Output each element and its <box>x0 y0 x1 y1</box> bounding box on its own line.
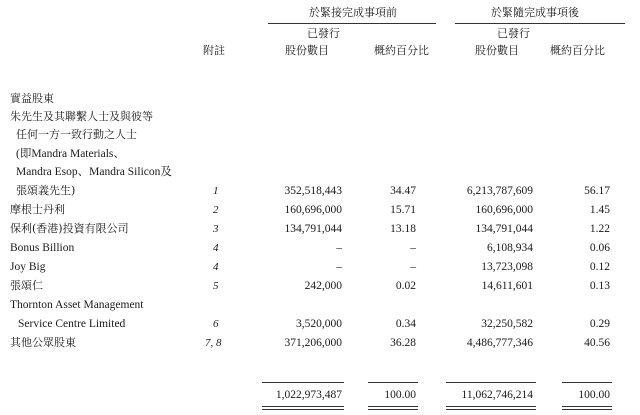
total-top-rule-shares-after <box>446 382 536 383</box>
row-shares-after: 13,723,098 <box>481 261 533 273</box>
row-pct-after: 0.06 <box>589 242 610 254</box>
total-bottom-rule-pct-before <box>368 406 418 410</box>
row-name: 保利(香港)投資有限公司 <box>10 222 129 235</box>
thornton-name-line1: Thornton Asset Management <box>10 299 144 311</box>
row-shares-after: 6,108,934 <box>487 242 533 254</box>
row-note: 2 <box>213 204 219 216</box>
row-pct-after: 1.22 <box>589 223 610 235</box>
col-shares-after-line2: 股份數目 <box>475 44 519 57</box>
row-pct-after: 1.45 <box>589 204 610 216</box>
group-header-before-rule <box>268 23 436 24</box>
row-pct-before: 36.28 <box>390 337 416 349</box>
row-pct-before: – <box>410 242 416 254</box>
row-name: 摩根士丹利 <box>10 203 65 216</box>
row-name: 張頌義先生) <box>16 184 76 197</box>
total-bottom-rule-pct-after <box>562 406 612 410</box>
row-shares-before: 371,206,000 <box>284 337 342 349</box>
row-note: 4 <box>213 261 219 273</box>
section-beneficial-shareholders: 實益股東 <box>10 92 54 105</box>
total-top-rule-pct-after <box>562 382 612 383</box>
row-name: 張頌仁 <box>10 279 43 292</box>
row-note: 6 <box>213 318 219 330</box>
row-pct-before: – <box>410 261 416 273</box>
total-top-rule-shares-before <box>262 382 344 383</box>
row-shares-after: 32,250,582 <box>481 318 533 330</box>
row-note: 4 <box>213 242 219 254</box>
row-shares-before: 3,520,000 <box>296 318 342 330</box>
col-shares-before-line1: 已發行 <box>307 27 340 40</box>
row-pct-after: 0.12 <box>589 261 610 273</box>
row-name: Bonus Billion <box>10 242 75 254</box>
total-pct-after: 100.00 <box>578 389 610 401</box>
row-shares-before: 134,791,044 <box>284 223 342 235</box>
row-shares-before: 160,696,000 <box>284 204 342 216</box>
group-header-after: 於緊隨完成事項後 <box>491 6 579 19</box>
row-pct-after: 40.56 <box>584 337 610 349</box>
row-shares-after: 14,611,601 <box>481 280 533 292</box>
row-name: Service Centre Limited <box>18 318 126 330</box>
row-pct-after: 56.17 <box>584 185 610 197</box>
row-pct-after: 0.29 <box>589 318 610 330</box>
group-header-after-rule <box>455 23 625 24</box>
row-pct-before: 0.34 <box>395 318 416 330</box>
row-note: 1 <box>213 185 219 197</box>
row-shares-after: 134,791,044 <box>475 223 533 235</box>
col-pct-before-header: 概約百分比 <box>374 44 429 57</box>
row-shares-after: 160,696,000 <box>475 204 533 216</box>
total-pct-before: 100.00 <box>384 389 416 401</box>
row-shares-before: 242,000 <box>304 280 342 292</box>
row-shares-before: – <box>336 261 342 273</box>
row-shares-before: – <box>336 242 342 254</box>
row-note: 5 <box>213 280 219 292</box>
col-pct-after-header: 概約百分比 <box>550 44 605 57</box>
total-shares-before: 1,022,973,487 <box>275 389 342 401</box>
col-shares-after-line1: 已發行 <box>497 27 530 40</box>
col-note-header: 附註 <box>203 44 225 57</box>
intro-line-3: 任何一方一致行動之人士 <box>16 128 137 141</box>
row-shares-before: 352,518,443 <box>284 185 342 197</box>
row-name: Joy Big <box>10 261 46 273</box>
total-bottom-rule-shares-before <box>262 406 344 410</box>
group-header-before: 於緊接完成事項前 <box>309 6 397 19</box>
total-bottom-rule-shares-after <box>446 406 536 410</box>
intro-line-2: 朱先生及其聯繫人士及與彼等 <box>10 110 153 123</box>
row-note: 3 <box>213 223 219 235</box>
row-pct-before: 0.02 <box>395 280 416 292</box>
row-shares-after: 4,486,777,346 <box>466 337 533 349</box>
total-top-rule-pct-before <box>368 382 418 383</box>
row-note: 7, 8 <box>205 337 222 349</box>
total-shares-after: 11,062,746,214 <box>461 389 533 401</box>
row-pct-before: 34.47 <box>390 185 416 197</box>
intro-line-5: Mandra Esop、Mandra Silicon及 <box>16 166 172 178</box>
row-name: 其他公眾股東 <box>10 336 76 349</box>
row-pct-after: 0.13 <box>589 280 610 292</box>
intro-line-4: (即Mandra Materials、 <box>16 148 125 160</box>
row-shares-after: 6,213,787,609 <box>466 185 533 197</box>
row-pct-before: 15.71 <box>390 204 416 216</box>
row-pct-before: 13.18 <box>390 223 416 235</box>
col-shares-before-line2: 股份數目 <box>285 44 329 57</box>
